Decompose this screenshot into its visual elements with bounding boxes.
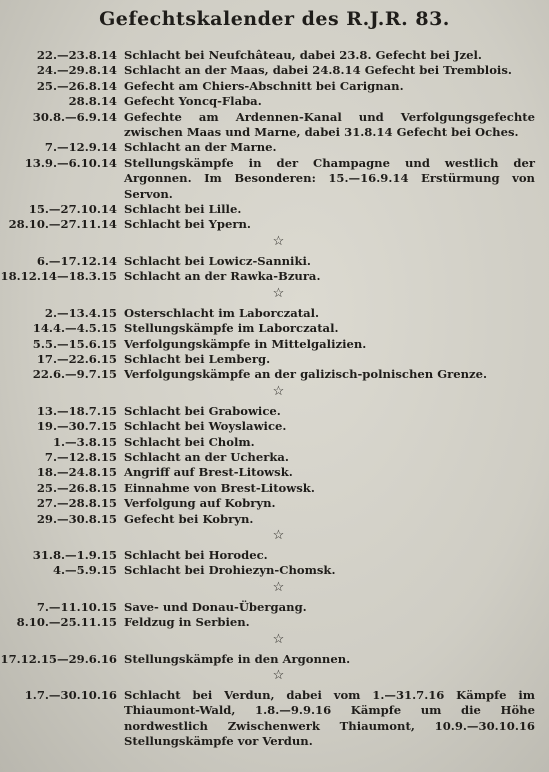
- calendar-entry: [0, 254, 549, 269]
- entry-date: 29.—30.8.15: [36, 511, 117, 526]
- calendar-entry: [0, 79, 549, 94]
- star-separator-icon: ☆: [272, 668, 285, 683]
- entry-text: Stellungskämpfe in der Champagne und westlich der Argonnen. Im Besonderen: 15.—16.9.14 Erstürmung von Servon.: [124, 155, 535, 201]
- star-separator-icon: ☆: [272, 383, 285, 399]
- calendar-entry: [0, 337, 549, 352]
- entry-date: 27.—28.8.15: [36, 496, 117, 511]
- entry-date: 2.—13.4.15: [44, 305, 117, 320]
- entry-text: Angriff auf Brest-Litowsk.: [124, 465, 293, 480]
- entry-date: 18.—24.8.15: [36, 465, 117, 480]
- entry-date: 31.8.—1.9.15: [32, 547, 117, 562]
- calendar-entry: [0, 321, 549, 336]
- entry-text: Gefecht bei Kobryn.: [124, 511, 254, 526]
- entry-date: 30.8.—6.9.14: [32, 109, 117, 124]
- entry-group: [0, 254, 549, 285]
- entry-date: 18.12.14—18.3.15: [0, 269, 117, 284]
- entry-group: [0, 306, 549, 383]
- calendar-entry: [0, 217, 549, 232]
- entry-text: Schlacht an der Marne.: [124, 140, 277, 155]
- entry-date: 13.—18.7.15: [36, 403, 117, 418]
- page-title: Gefechtskalender des R.J.R. 83.: [99, 8, 450, 30]
- entry-text: Schlacht an der Ucherka.: [124, 449, 289, 464]
- entry-text: Schlacht bei Grabowice.: [124, 403, 281, 418]
- calendar-entry: [0, 688, 549, 750]
- entry-date: 7.—11.10.15: [36, 599, 117, 614]
- entry-date: 4.—5.9.15: [52, 563, 117, 578]
- calendar-entry: [0, 548, 549, 563]
- entry-text: Schlacht an der Rawka-Bzura.: [124, 269, 321, 284]
- entry-group: [0, 548, 549, 579]
- entry-date: 1.7.—30.10.16: [24, 688, 117, 702]
- entry-date: 22.—23.8.14: [36, 48, 117, 62]
- entry-date: 14.4.—4.5.15: [32, 321, 117, 336]
- entry-text: Schlacht bei Lemberg.: [124, 351, 271, 366]
- calendar-entry: [0, 367, 549, 382]
- calendar-entry: [0, 450, 549, 465]
- entry-text: Schlacht bei Ypern.: [124, 217, 251, 232]
- entry-date: 25.—26.8.15: [36, 480, 117, 495]
- entry-text: Stellungskämpfe im Laborczatal.: [124, 321, 339, 336]
- entry-text: Gefechte am Ardennen-Kanal und Verfolgungsgefechte zwischen Maas und Marne, dabei 31.8.14 Gefecht bei Oches.: [124, 109, 535, 140]
- calendar-entry: [0, 512, 549, 527]
- calendar-entry: [0, 652, 549, 667]
- calendar-entry: [0, 481, 549, 496]
- entry-text: Schlacht bei Cholm.: [124, 434, 255, 449]
- entry-date: 7.—12.9.14: [44, 140, 117, 155]
- entry-date: 15.—27.10.14: [28, 202, 117, 217]
- entry-text: Verfolgungskämpfe in Mittelgalizien.: [124, 336, 367, 351]
- calendar-entry: [0, 600, 549, 615]
- calendar-entry: [0, 615, 549, 630]
- entry-group: [0, 48, 549, 233]
- entry-date: 19.—30.7.15: [36, 419, 117, 434]
- calendar-entry: [0, 48, 549, 63]
- calendar-entry: [0, 404, 549, 419]
- calendar-entry: [0, 156, 549, 202]
- entry-date: 22.6.—9.7.15: [32, 367, 117, 382]
- entry-date: 7.—12.8.15: [44, 449, 117, 464]
- calendar-entry: [0, 563, 549, 578]
- calendar-entry: [0, 306, 549, 321]
- star-separator-icon: ☆: [272, 631, 285, 647]
- entry-text: Verfolgungskämpfe an der galizisch-polnischen Grenze.: [124, 367, 488, 382]
- calendar-entry: [0, 419, 549, 434]
- star-separator-icon: ☆: [272, 233, 285, 249]
- entry-date: 28.10.—27.11.14: [8, 217, 117, 232]
- entry-group: [0, 404, 549, 527]
- calendar-entry: [0, 110, 549, 141]
- calendar-entry: [0, 94, 549, 109]
- calendar-entry: [0, 63, 549, 78]
- entry-date: 8.10.—25.11.15: [16, 615, 117, 630]
- calendar-entry: [0, 269, 549, 284]
- star-separator-icon: ☆: [272, 579, 285, 595]
- entry-text: Schlacht an der Maas, dabei 24.8.14 Gefecht bei Tremblois.: [124, 63, 512, 78]
- entry-group: [0, 652, 549, 667]
- entry-date: 17.—22.6.15: [36, 351, 117, 366]
- entry-date: 24.—29.8.14: [36, 63, 117, 78]
- entry-text: Schlacht bei Lille.: [124, 202, 242, 217]
- entry-text: Gefecht Yoncq-Flaba.: [124, 94, 262, 109]
- entry-text: Schlacht bei Horodec.: [124, 547, 268, 562]
- entry-text: Schlacht bei Drohiezyn-Chomsk.: [124, 563, 336, 578]
- entry-text: Schlacht bei Verdun, dabei vom 1.—31.7.16 Kämpfe im Thiaumont-Wald, 1.8.—9.9.16 Kämpfe um die Höhe nordwestlich Zwischenwerk Thiaumont, 10.9.—30.10.16 Stellungskämpfe vor Verdun.: [124, 688, 535, 749]
- entry-group: [0, 600, 549, 631]
- entry-text: Schlacht bei Neufchâteau, dabei 23.8. Gefecht bei Jzel.: [124, 48, 482, 62]
- entry-text: Gefecht am Chiers-Abschnitt bei Carignan.: [124, 78, 404, 93]
- entry-text: Schlacht bei Woyslawice.: [124, 419, 287, 434]
- calendar-entry: [0, 140, 549, 155]
- entry-date: 25.—26.8.14: [36, 78, 117, 93]
- calendar-entry: [0, 202, 549, 217]
- entry-date: 13.9.—6.10.14: [24, 155, 117, 170]
- entry-text: Stellungskämpfe in den Argonnen.: [124, 651, 351, 666]
- entry-text: Einnahme von Brest-Litowsk.: [124, 480, 315, 495]
- entry-date: 6.—17.12.14: [36, 253, 117, 268]
- calendar-entry: [0, 496, 549, 511]
- star-separator-icon: ☆: [272, 527, 285, 543]
- entry-date: 28.8.14: [68, 94, 117, 109]
- entry-text: Osterschlacht im Laborczatal.: [124, 305, 320, 320]
- entry-date: 17.12.15—29.6.16: [0, 651, 117, 666]
- entry-text: Save- und Donau-Übergang.: [124, 599, 307, 614]
- entry-date: 5.5.—15.6.15: [32, 336, 117, 351]
- entry-text: Feldzug in Serbien.: [124, 615, 250, 630]
- calendar-entry: [0, 435, 549, 450]
- entry-date: 1.—3.8.15: [52, 434, 117, 449]
- entry-text: Schlacht bei Lowicz-Sanniki.: [124, 253, 311, 268]
- entry-text: Verfolgung auf Kobryn.: [124, 496, 276, 511]
- entry-group: [0, 688, 549, 750]
- calendar-entry: [0, 465, 549, 480]
- calendar-entry: [0, 352, 549, 367]
- star-separator-icon: ☆: [272, 285, 285, 301]
- battle-calendar: [0, 48, 549, 750]
